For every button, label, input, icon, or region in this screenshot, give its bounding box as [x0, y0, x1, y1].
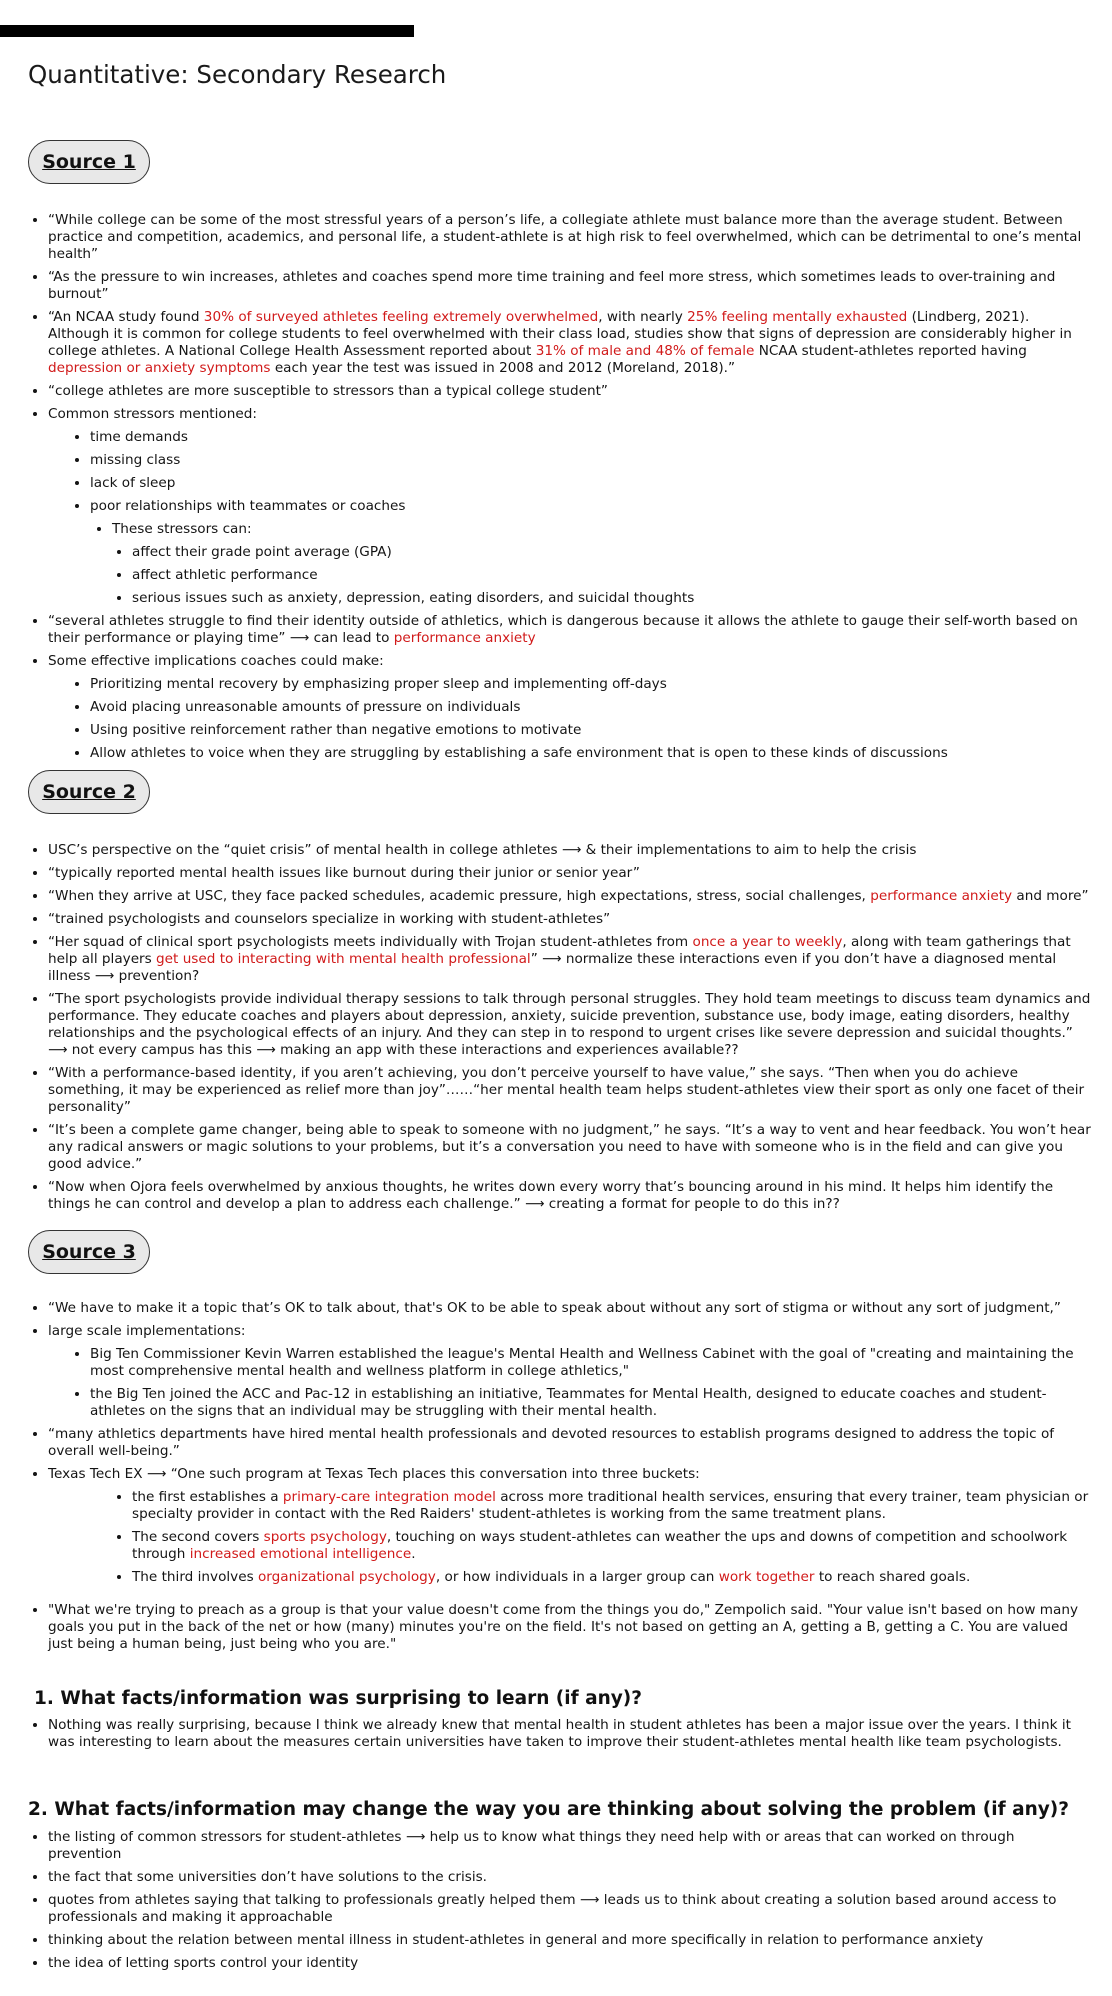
list-item: • “several athletes struggle to find their identity outside of athletics, which is dangerous because it allows the athlete to gauge their self-worth based on their performance or playing time” ⟶ can lead to performance anxiety: [48, 613, 1092, 647]
list-item: • “An NCAA study found 30% of surveyed athletes feeling extremely overwhelmed, with nearly 25% feeling mentally exhausted (Lindberg, 2021). Although it is common for college students to feel overwhelmed with their class load, studies show that signs of depression are considerably higher in college athletes. A National College Health Assessment reported about 31% of male and 48% of female NCAA student-athletes reported having depression or anxiety symptoms each year the test was issued in 2008 and 2012 (Moreland, 2018).”: [48, 309, 1092, 377]
list-item: • “It’s been a complete game changer, being able to speak to someone with no judgment,” he says. “It’s a way to vent and hear feedback. You won’t hear any radical answers or magic solutions to your problems, but it’s a conversation you need to have with someone who is in the field and can give you good advice.”: [48, 1122, 1092, 1173]
list-item: • “trained psychologists and counselors specialize in working with student-athletes”: [48, 911, 1092, 928]
list-item: • “The sport psychologists provide individual therapy sessions to talk through personal struggles. They hold team meetings to discuss team dynamics and performance. They educate coaches and players about depression, anxiety, suicide prevention, substance use, body image, eating disorders, healthy relationships and the psychological effects of an injury. And they can step in to respond to urgent crises like severe depression and suicidal thoughts.” ⟶ not every campus has this ⟶ making an app with these interactions and experiences available??: [48, 991, 1092, 1059]
source-2-pill: Source 2: [28, 770, 150, 814]
effect-item: • affect athletic performance: [132, 567, 1092, 584]
answer-item: • the idea of letting sports control your identity: [48, 1955, 1092, 1972]
source-3-pill: Source 3: [28, 1230, 150, 1274]
list-item: • "What we're trying to preach as a group is that your value doesn't come from the things you do," Zempolich said. "Your value isn't based on how many goals you put in the back of the net or how (many) minutes you're on the field. It's not based on getting an A, getting a B, getting a C. You are valued just being a human being, just being who you are.": [48, 1602, 1092, 1653]
list-item: • “many athletics departments have hired mental health professionals and devoted resources to establish programs designed to address the topic of overall well-being.”: [48, 1426, 1092, 1460]
header-bar: [0, 25, 414, 37]
implication-item: • Avoid placing unreasonable amounts of pressure on individuals: [90, 699, 1092, 716]
answer-item: • Nothing was really surprising, because I think we already knew that mental health in student athletes has been a major issue over the years. I think it was interesting to learn about the measures certain universities have taken to improve their student-athletes mental health like team psychologists.: [48, 1717, 1092, 1751]
list-item: • “As the pressure to win increases, athletes and coaches spend more time training and feel more stress, which sometimes leads to over-training and burnout”: [48, 269, 1092, 303]
answer-item: • thinking about the relation between mental illness in student-athletes in general and more specifically in relation to performance anxiety: [48, 1932, 1092, 1949]
list-item: • large scale implementations: • Big Ten Commissioner Kevin Warren established the league's Mental Health and Wellness Cabinet with the goal of "creating and maintaining the most comprehensive mental health and wellness platform in college athletics," • the Big Ten joined the ACC and Pac-12 in establishing an initiative, Teammates for Mental Health, designed to educate coaches and student-athletes on the signs that an individual may be struggling with their mental health.: [48, 1323, 1092, 1420]
list-item: • “typically reported mental health issues like burnout during their junior or senior year”: [48, 865, 1092, 882]
effect-item: • serious issues such as anxiety, depression, eating disorders, and suicidal thoughts: [132, 590, 1092, 607]
source-1-pill: Source 1: [28, 140, 150, 184]
list-item: • “college athletes are more susceptible to stressors than a typical college student”: [48, 383, 1092, 400]
source-2-notes: [0, 842, 1112, 1219]
effect-item: • affect their grade point average (GPA): [132, 544, 1092, 561]
list-item: • “Now when Ojora feels overwhelmed by anxious thoughts, he writes down every worry that’s bouncing around in his mind. It helps him identify the things he can control and develop a plan to address each challenge.” ⟶ creating a format for people to do this in??: [48, 1179, 1092, 1213]
implication-item: • Allow athletes to voice when they are struggling by establishing a safe environment that is open to these kinds of discussions: [90, 745, 1092, 762]
implication-item: • Prioritizing mental recovery by emphasizing proper sleep and implementing off-days: [90, 676, 1092, 693]
implementation-item: • the Big Ten joined the ACC and Pac-12 in establishing an initiative, Teammates for Mental Health, designed to educate coaches and student-athletes on the signs that an individual may be struggling with their mental health.: [90, 1386, 1092, 1420]
list-item: • “With a performance-based identity, if you aren’t achieving, you don’t perceive yourself to have value,” she says. “Then when you do achieve something, it may be experienced as relief more than joy”……“her mental health team helps student-athletes view their sport as only one facet of their personality”: [48, 1065, 1092, 1116]
answer-item: • the listing of common stressors for student-athletes ⟶ help us to know what things they need help with or areas that can worked on through prevention: [48, 1829, 1092, 1863]
source-1-notes: [0, 212, 1112, 768]
stressor-item: • time demands: [90, 429, 1092, 446]
question-2-answers: [0, 1829, 1112, 1978]
bucket-item: • The third involves organizational psychology, or how individuals in a larger group can work together to reach shared goals.: [132, 1569, 1092, 1586]
question-2-title: 2. What facts/information may change the way you are thinking about solving the problem (if any)?: [28, 1799, 1069, 1820]
question-1-answer: [0, 1717, 1112, 1757]
list-item: • Texas Tech EX ⟶ “One such program at Texas Tech places this conversation into three buckets: • the first establishes a primary-care integration model across more traditional health services, ensuring that every trainer, team physician or specialty provider in contact with the Red Raiders' student-athletes is working from the same treatment plans. • The second covers sports psychology, touching on ways student-athletes can weather the ups and downs of competition and schoolwork through increased emotional intelligence. • The third involves organizational psychology, or how individuals in a larger group can work together to reach shared goals.: [48, 1466, 1092, 1586]
stressor-item: • lack of sleep: [90, 475, 1092, 492]
page-title: Quantitative: Secondary Research: [28, 60, 447, 89]
list-item: • “When they arrive at USC, they face packed schedules, academic pressure, high expectations, stress, social challenges, performance anxiety and more”: [48, 888, 1092, 905]
bucket-item: • the first establishes a primary-care integration model across more traditional health services, ensuring that every trainer, team physician or specialty provider in contact with the Red Raiders' student-athletes is working from the same treatment plans.: [132, 1489, 1092, 1523]
source-3-notes: [0, 1300, 1112, 1659]
implication-item: • Using positive reinforcement rather than negative emotions to motivate: [90, 722, 1092, 739]
list-item: • “We have to make it a topic that’s OK to talk about, that's OK to be able to speak about without any sort of stigma or without any sort of judgment,”: [48, 1300, 1092, 1317]
list-item: • “Her squad of clinical sport psychologists meets individually with Trojan student-athletes from once a year to weekly, along with team gatherings that help all players get used to interacting with mental health professional” ⟶ normalize these interactions even if you don’t have a diagnosed mental illness ⟶ prevention?: [48, 934, 1092, 985]
question-1-title: 1. What facts/information was surprising to learn (if any)?: [34, 1688, 642, 1709]
list-item: • “While college can be some of the most stressful years of a person’s life, a collegiate athlete must balance more than the average student. Between practice and competition, academics, and personal life, a student-athlete is at high risk to feel overwhelmed, which can be detrimental to one’s mental health”: [48, 212, 1092, 263]
list-item: • Some effective implications coaches could make: • Prioritizing mental recovery by emphasizing proper sleep and implementing off-days • Avoid placing unreasonable amounts of pressure on individuals • Using positive reinforcement rather than negative emotions to motivate • Allow athletes to voice when they are struggling by establishing a safe environment that is open to these kinds of discussions: [48, 653, 1092, 762]
answer-item: • quotes from athletes saying that talking to professionals greatly helped them ⟶ leads us to think about creating a solution based around access to professionals and making it approachable: [48, 1892, 1092, 1926]
stressor-item: • missing class: [90, 452, 1092, 469]
list-item: • USC’s perspective on the “quiet crisis” of mental health in college athletes ⟶ & their implementations to aim to help the crisis: [48, 842, 1092, 859]
list-item: • These stressors can: • affect their grade point average (GPA) • affect athletic performance • serious issues such as anxiety, depression, eating disorders, and suicidal thoughts: [112, 521, 1092, 607]
answer-item: • the fact that some universities don’t have solutions to the crisis.: [48, 1869, 1092, 1886]
implementation-item: • Big Ten Commissioner Kevin Warren established the league's Mental Health and Wellness Cabinet with the goal of "creating and maintaining the most comprehensive mental health and wellness platform in college athletics,": [90, 1346, 1092, 1380]
stressor-item: • poor relationships with teammates or coaches • These stressors can: • affect their grade point average (GPA) • affect athletic performance • serious issues such as anxiety, depression, eating disorders, and suicidal thoughts: [90, 498, 1092, 607]
list-item: • Common stressors mentioned: • time demands • missing class • lack of sleep • poor relationships with teammates or coaches • These stressors can: • affect their grade point average (GPA) • affect athletic performance • serious issues such as anxiety, depression, eating disorders, and suicidal thoughts: [48, 406, 1092, 607]
bucket-item: • The second covers sports psychology, touching on ways student-athletes can weather the ups and downs of competition and schoolwork through increased emotional intelligence.: [132, 1529, 1092, 1563]
